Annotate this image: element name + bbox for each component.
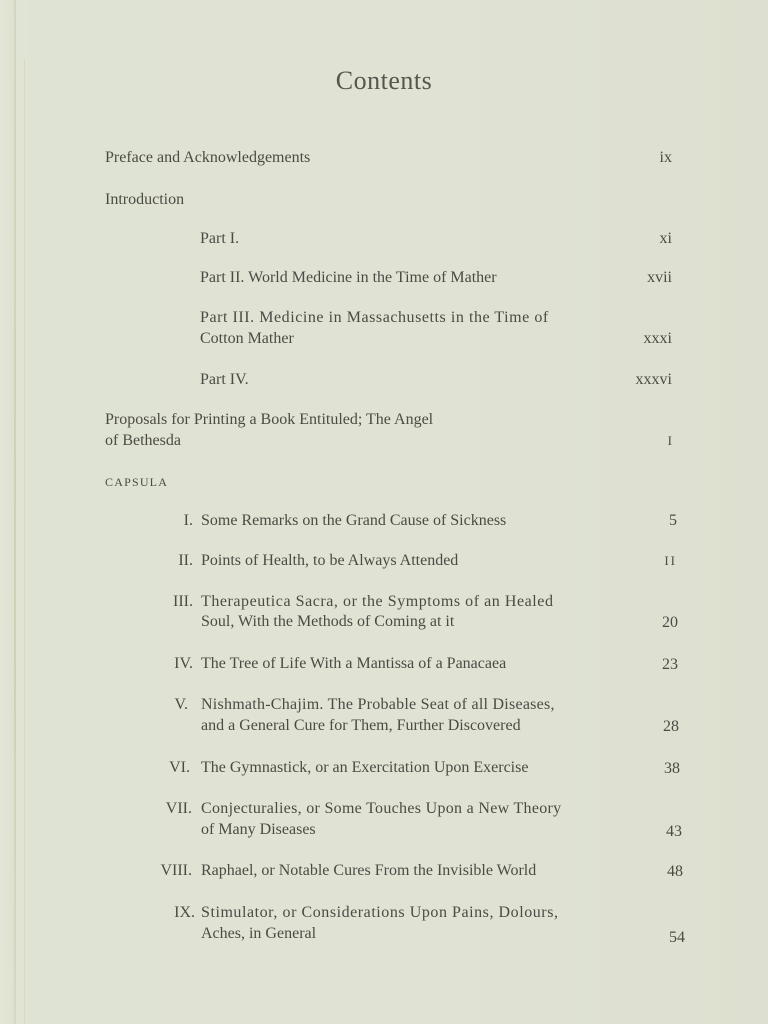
capsula-page: 48 <box>667 863 683 880</box>
toc-page-part-4: xxxvi <box>635 371 672 388</box>
capsula-numeral: IX. <box>174 904 195 921</box>
toc-page-part-2: xvii <box>647 269 672 286</box>
capsula-page: 38 <box>664 760 680 777</box>
capsula-title: Points of Health, to be Always Attended <box>201 552 459 569</box>
capsula-page: 20 <box>662 614 678 631</box>
capsula-title: Some Remarks on the Grand Cause of Sickness <box>201 512 507 529</box>
capsula-title-line1: Stimulator, or Considerations Upon Pains, Dolours, <box>201 904 559 921</box>
capsula-title: Raphael, or Notable Cures From the Invisible World <box>201 862 537 879</box>
page-edge-line <box>24 60 25 1024</box>
capsula-title-line1: Conjecturalies, or Some Touches Upon a New Theory <box>201 800 562 817</box>
capsula-title-line2: Soul, With the Methods of Coming at it <box>201 613 455 630</box>
toc-entry-part-3-line1: Part III. Medicine in Massachusetts in the Time of <box>200 309 549 326</box>
toc-page-part-1: xi <box>659 230 672 247</box>
toc-page-part-3: xxxi <box>643 330 672 347</box>
capsula-title-line2: and a General Cure for Them, Further Discovered <box>201 717 521 734</box>
capsula-title-line2: of Many Diseases <box>201 821 316 838</box>
capsula-title-line2: Aches, in General <box>201 925 317 942</box>
capsula-page: II <box>664 553 677 568</box>
capsula-page: 43 <box>666 823 682 840</box>
capsula-page: 23 <box>662 656 678 673</box>
capsula-title-line1: Nishmath-Chajim. The Probable Seat of all Diseases, <box>201 696 555 713</box>
capsula-page: 5 <box>669 512 677 529</box>
page-fold-line <box>14 0 16 1024</box>
toc-entry-proposals-line1: Proposals for Printing a Book Entituled; The Angel <box>105 411 434 428</box>
capsula-title: The Gymnastick, or an Exercitation Upon Exercise <box>201 759 529 776</box>
toc-entry-part-2: Part II. World Medicine in the Time of Mather <box>200 269 497 286</box>
toc-page-proposals: I <box>667 433 672 448</box>
capsula-title: The Tree of Life With a Mantissa of a Panacaea <box>201 655 507 672</box>
toc-page-preface: ix <box>659 149 672 166</box>
capsula-title-line1: Therapeutica Sacra, or the Symptoms of an Healed <box>201 593 554 610</box>
page-title: Contents <box>335 66 433 95</box>
capsula-numeral: VIII. <box>160 862 192 879</box>
capsula-page: 54 <box>669 929 685 946</box>
toc-entry-part-3-line2: Cotton Mather <box>200 330 294 347</box>
capsula-numeral: VII. <box>165 800 192 817</box>
toc-entry-part-1: Part I. <box>200 230 240 247</box>
section-heading-capsula: CAPSULA <box>105 475 169 489</box>
toc-entry-introduction: Introduction <box>105 191 185 208</box>
toc-entry-part-4: Part IV. <box>200 371 249 388</box>
capsula-numeral: I. <box>183 512 193 529</box>
capsula-numeral: II. <box>178 552 193 569</box>
toc-entry-preface: Preface and Acknowledgements <box>105 149 311 166</box>
capsula-numeral: III. <box>173 593 193 610</box>
capsula-numeral: VI. <box>169 759 190 776</box>
capsula-page: 28 <box>663 718 679 735</box>
toc-entry-proposals-line2: of Bethesda <box>105 432 181 449</box>
capsula-numeral: IV. <box>174 655 193 672</box>
capsula-numeral: V. <box>174 696 188 713</box>
